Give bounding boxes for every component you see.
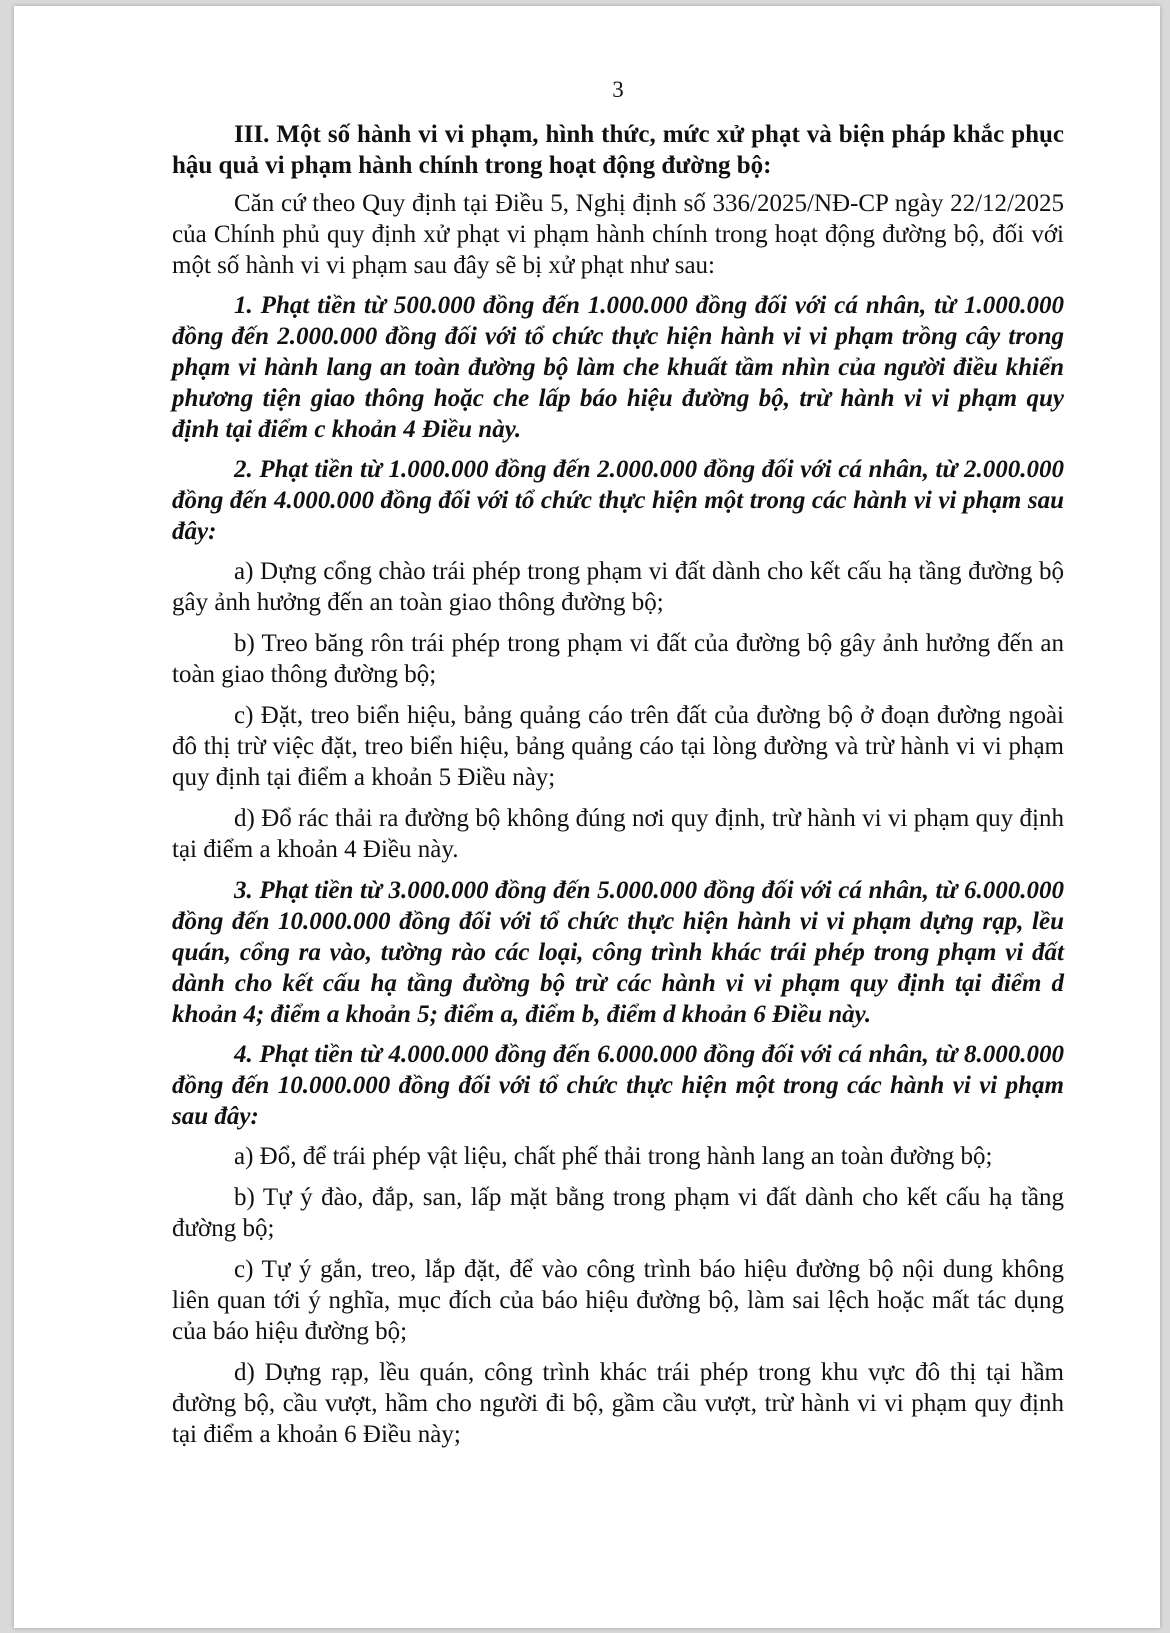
clause-4-item-d: d) Dựng rạp, lều quán, công trình khác trái phép trong khu vực đô thị tại hầm đường bộ, cầu vượt, hầm cho người đi bộ, gầm cầu vượt, trừ hành vi vi phạm quy định tại điểm a khoản 6 Điều này; [172, 1359, 1064, 1448]
clause-2-item-d: d) Đổ rác thải ra đường bộ không đúng nơi quy định, trừ hành vi vi phạm quy định tại điểm a khoản 4 Điều này. [172, 805, 1064, 863]
clause-2-item-c: c) Đặt, treo biển hiệu, bảng quảng cáo trên đất của đường bộ ở đoạn đường ngoài đô thị trừ việc đặt, treo biển hiệu, bảng quảng cáo tại lòng đường và trừ hành vi vi phạm quy định tại điểm a khoản 5 Điều này; [172, 702, 1064, 791]
intro-paragraph: Căn cứ theo Quy định tại Điều 5, Nghị định số 336/2025/NĐ-CP ngày 22/12/2025 của Chính phủ quy định xử phạt vi phạm hành chính trong hoạt động đường bộ, đối với một số hành vi vi phạm sau đây sẽ bị xử phạt như sau: [172, 190, 1064, 279]
clause-4-item-a: a) Đổ, để trái phép vật liệu, chất phế thải trong hành lang an toàn đường bộ; [234, 1143, 993, 1170]
document-body [172, 74, 1064, 1460]
clause-4-item-b: b) Tự ý đào, đắp, san, lấp mặt bằng trong phạm vi đất dành cho kết cấu hạ tầng đường bộ; [172, 1184, 1064, 1242]
clause-4-title: 4. Phạt tiền từ 4.000.000 đồng đến 6.000.000 đồng đối với cá nhân, từ 8.000.000 đồng đến 10.000.000 đồng đối với tổ chức thực hiện một trong các hành vi vi phạm sau đây: [172, 1041, 1064, 1130]
page-number: 3 [612, 77, 624, 102]
document-page [14, 6, 1160, 1628]
clause-2-item-b: b) Treo băng rôn trái phép trong phạm vi đất của đường bộ gây ảnh hưởng đến an toàn giao thông đường bộ; [172, 630, 1064, 688]
clause-1: 1. Phạt tiền từ 500.000 đồng đến 1.000.000 đồng đối với cá nhân, từ 1.000.000 đồng đến 2.000.000 đồng đối với tổ chức thực hiện hành vi vi phạm trồng cây trong phạm vi hành lang an toàn đường bộ làm che khuất tầm nhìn của người điều khiển phương tiện giao thông hoặc che lấp báo hiệu đường bộ, trừ hành vi vi phạm quy định tại điểm c khoản 4 Điều này. [172, 292, 1064, 443]
clause-2-item-a: a) Dựng cổng chào trái phép trong phạm vi đất dành cho kết cấu hạ tầng đường bộ gây ảnh hưởng đến an toàn giao thông đường bộ; [172, 558, 1064, 616]
clause-4-item-c: c) Tự ý gắn, treo, lắp đặt, để vào công trình báo hiệu đường bộ nội dung không liên quan tới ý nghĩa, mục đích của báo hiệu đường bộ, làm sai lệch hoặc mất tác dụng của báo hiệu đường bộ; [172, 1256, 1064, 1345]
clause-2-title: 2. Phạt tiền từ 1.000.000 đồng đến 2.000.000 đồng đối với cá nhân, từ 2.000.000 đồng đến 4.000.000 đồng đối với tổ chức thực hiện một trong các hành vi vi phạm sau đây: [172, 456, 1064, 545]
section-heading: III. Một số hành vi vi phạm, hình thức, mức xử phạt và biện pháp khắc phục hậu quả vi phạm hành chính trong hoạt động đường bộ: [172, 121, 1064, 179]
clause-3: 3. Phạt tiền từ 3.000.000 đồng đến 5.000.000 đồng đối với cá nhân, từ 6.000.000 đồng đến 10.000.000 đồng đối với tổ chức thực hiện hành vi vi phạm dựng rạp, lều quán, cổng ra vào, tường rào các loại, công trình khác trái phép trong phạm vi đất dành cho kết cấu hạ tầng đường bộ trừ các hành vi vi phạm quy định tại điểm d khoản 4; điểm a khoản 5; điểm a, điểm b, điểm d khoản 6 Điều này. [172, 877, 1064, 1028]
